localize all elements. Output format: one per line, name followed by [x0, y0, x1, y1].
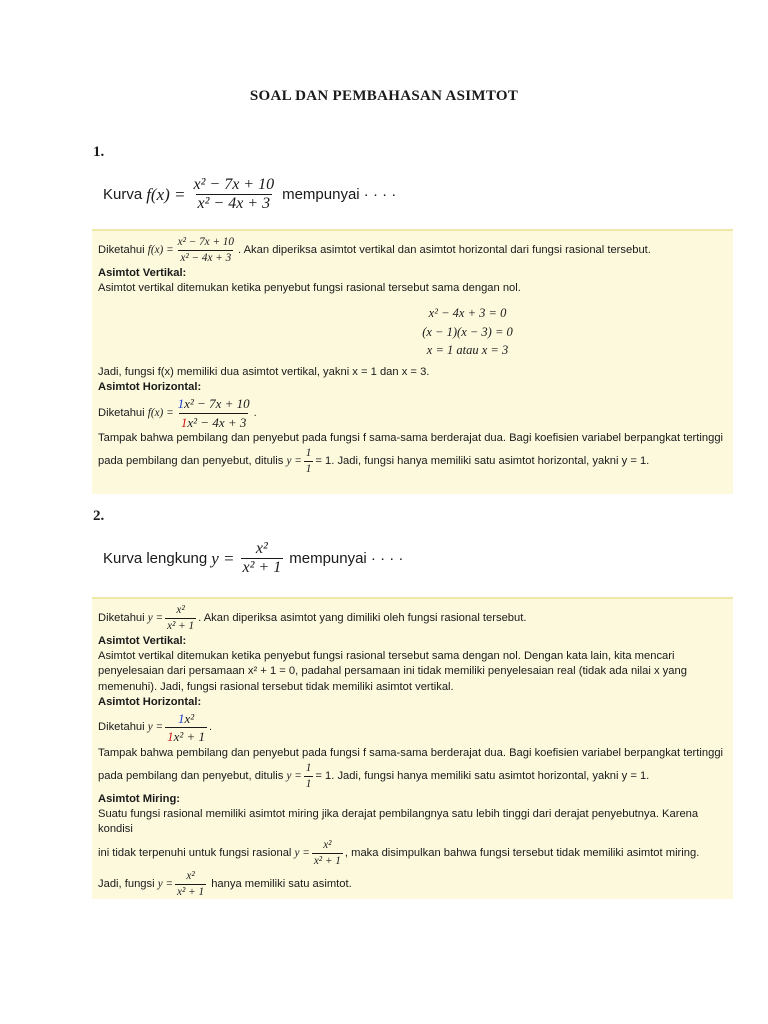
horizontal-text: Tampak bahwa pembilang dan penyebut pada fungsi f sama-sama berderajat dua. Bagi koefisien variabel berpangkat tertinggi [98, 746, 724, 759]
coefficient: 1 [177, 710, 185, 726]
vertical-text: Asimtot vertikal ditemukan ketika penyebut fungsi rasional tersebut sama dengan nol. [98, 282, 521, 295]
oblique-text-2 [98, 838, 727, 869]
equation-line: x = 1 atau x = 3 [426, 342, 509, 357]
y-lhs: y = [147, 721, 164, 734]
given-suffix: . Akan diperiksa asimtot yang dimiliki oleh fungsi rasional tersebut. [198, 612, 527, 625]
given-prefix: Diketahui [98, 721, 145, 734]
text-prefix: pada pembilang dan penyebut, ditulis [98, 455, 284, 468]
denominator [179, 413, 248, 432]
text-prefix: Jadi, fungsi [98, 877, 155, 890]
equation-line: (x − 1)(x − 3) = 0 [422, 324, 513, 339]
fraction [312, 838, 343, 869]
equation-block [98, 304, 727, 358]
question-2 [103, 540, 403, 577]
fraction [175, 869, 206, 900]
fraction [241, 540, 284, 577]
y-lhs: y = [211, 548, 235, 568]
denominator: x² + 1 [175, 884, 206, 900]
y-lhs: y = [147, 612, 164, 625]
text-prefix: pada pembilang dan penyebut, ditulis [98, 770, 284, 783]
fraction [165, 603, 196, 634]
text-suffix: hanya memiliki satu asimtot. [211, 877, 352, 890]
solution-box-1 [92, 229, 733, 494]
numerator: 1 [305, 761, 312, 774]
numerator: x² [186, 869, 195, 882]
problem-number: 1. [93, 144, 105, 160]
y-lhs: y = [286, 770, 302, 783]
numerator: x² [176, 604, 185, 616]
given-line [98, 603, 727, 634]
numerator-rest: x² [184, 710, 195, 726]
numerator: x² − 7x + 10 [193, 176, 275, 193]
text-prefix: ini tidak terpenuhi untuk fungsi rasional [98, 846, 292, 859]
function-lhs: f(x) = [147, 406, 174, 419]
question-suffix: mempunyai · · · · [289, 550, 404, 567]
vertical-text: memenuhi). Jadi, fungsi rasional tersebut tidak memiliki asimtot vertikal. [98, 680, 454, 693]
oblique-text: Suatu fungsi rasional memiliki asimtot miring jika derajat pembilangnya satu lebih tinggi dari derajat penyebutnya. Karena kondisi [98, 808, 699, 836]
problem-number: 2. [93, 508, 105, 524]
oblique-heading: Asimtot Miring: [98, 793, 181, 806]
numerator: x² [323, 838, 332, 851]
page-title: SOAL DAN PEMBAHASAN ASIMTOT [249, 88, 519, 104]
denominator-rest: x² + 1 [173, 729, 206, 745]
vertical-text: penyelesaian dari persamaan x² + 1 = 0, padahal persamaan ini tidak memiliki penyelesaian real (tidak ada nilai x yang [98, 665, 687, 678]
denominator [165, 727, 207, 746]
given-prefix: Diketahui [98, 406, 145, 419]
given-line [98, 235, 727, 266]
denominator: x² + 1 [165, 618, 196, 634]
horizontal-given-line: Diketahui y = $\frac{\text{1x²}}{\text{1x² + 1}}$ . [98, 710, 213, 745]
vertical-heading: Asimtot Vertikal: [98, 267, 187, 280]
final-line [98, 869, 727, 900]
given-prefix: Diketahui [98, 244, 145, 257]
equation-line: x² − 4x + 3 = 0 [428, 306, 507, 321]
horizontal-given-line: Diketahui f(x) = $\frac{\text{1x² − 7x + 10}}{\text{1x² − 4x + 3}}$ . [98, 396, 257, 430]
solution-box-2 [92, 597, 733, 899]
numerator-rest: x² − 7x + 10 [184, 396, 250, 412]
text-suffix: , maka disimpulkan bahwa fungsi tersebut tidak memiliki asimtot miring. [344, 846, 700, 859]
numerator: x² − 7x + 10 [177, 236, 234, 248]
y-lhs: y = [286, 455, 302, 468]
denominator: x² + 1 [312, 853, 343, 869]
question-suffix: mempunyai · · · · [282, 186, 397, 203]
question-prefix: Kurva [103, 186, 143, 203]
numerator: 1 [305, 447, 312, 460]
text-suffix: = 1. Jadi, fungsi hanya memiliki satu asimtot horizontal, yakni y = 1. [315, 455, 650, 468]
question-1 [103, 176, 396, 213]
horizontal-heading: Asimtot Horizontal: [98, 695, 202, 708]
fraction [304, 761, 314, 792]
coefficient: 1 [177, 396, 185, 412]
fraction [176, 395, 252, 431]
fraction [192, 176, 277, 213]
denominator: x² − 4x + 3 [197, 195, 271, 212]
denominator: 1 [304, 776, 314, 792]
horizontal-text: Tampak bahwa pembilang dan penyebut pada fungsi f sama-sama berderajat dua. Bagi koefisien variabel berpangkat tertinggi [98, 432, 724, 445]
numerator: x² [255, 540, 268, 557]
fraction [176, 235, 236, 266]
function-lhs: f(x) = [146, 184, 186, 204]
coefficient: 1 [180, 414, 188, 430]
vertical-conclusion: Jadi, fungsi f(x) memiliki dua asimtot vertikal, yakni x = 1 dan x = 3. [98, 365, 430, 378]
question-prefix: Kurva lengkung [103, 550, 208, 567]
y-lhs: y = [157, 877, 174, 890]
denominator: x² + 1 [242, 559, 282, 576]
given-prefix: Diketahui [98, 612, 145, 625]
denominator: x² − 4x + 3 [178, 250, 233, 266]
numerator [176, 710, 196, 728]
coefficient: 1 [167, 729, 174, 745]
text-suffix: = 1. Jadi, fungsi hanya memiliki satu asimtot horizontal, yakni y = 1. [315, 770, 650, 783]
given-suffix: . Akan diperiksa asimtot vertikal dan asimtot horizontal dari fungsi rasional tersebut. [237, 244, 651, 257]
denominator: 1 [304, 461, 314, 477]
horizontal-heading: Asimtot Horizontal: [98, 380, 202, 393]
horizontal-text-2 [98, 761, 727, 792]
fraction [165, 710, 207, 746]
fraction [304, 446, 314, 477]
horizontal-text-2 [98, 446, 727, 477]
y-lhs: y = [294, 846, 310, 859]
denominator-rest: x² − 4x + 3 [187, 414, 247, 430]
numerator [176, 395, 252, 413]
vertical-text: Asimtot vertikal ditemukan ketika penyebut fungsi rasional tersebut sama dengan nol. Dengan kata lain, kita mencari [98, 650, 675, 663]
vertical-heading: Asimtot Vertikal: [98, 635, 187, 648]
function-lhs: f(x) = [147, 244, 174, 257]
